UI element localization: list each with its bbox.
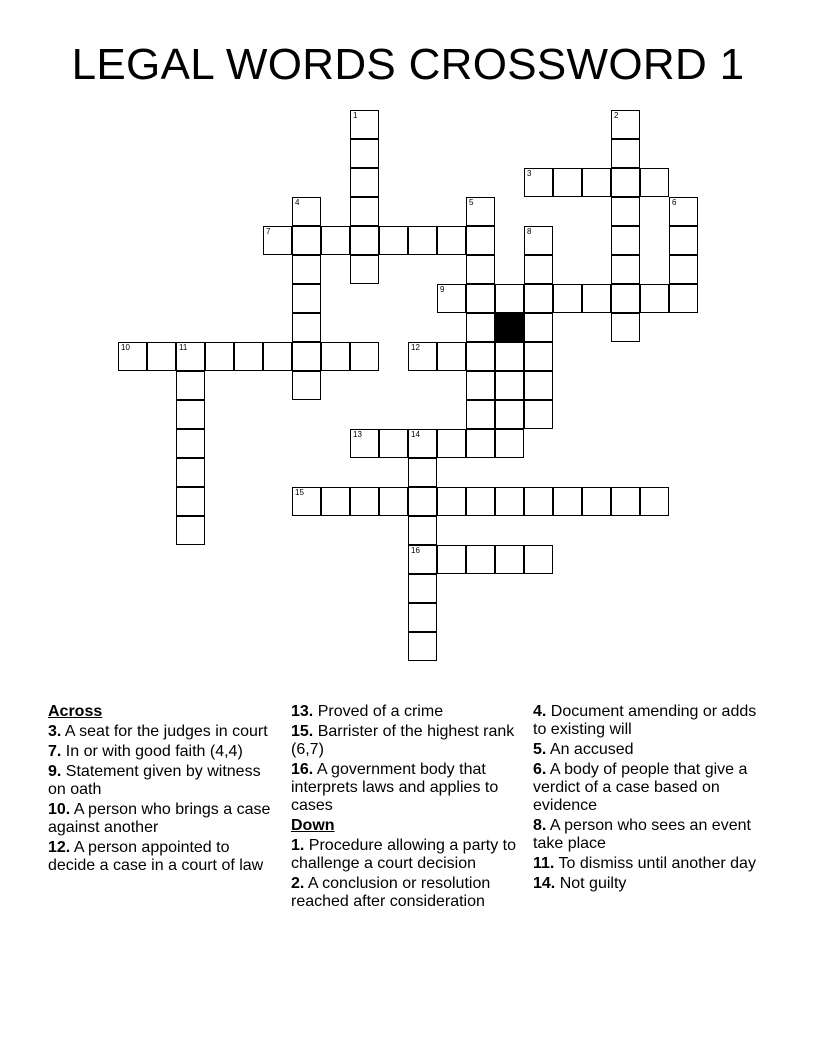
clue-item: [533, 741, 761, 759]
grid-cell[interactable]: [408, 516, 437, 545]
grid-cell[interactable]: [408, 458, 437, 487]
clue-heading-across: Across: [48, 703, 103, 720]
grid-cell[interactable]: [466, 545, 495, 574]
clue-item: [291, 875, 519, 911]
grid-cell[interactable]: [669, 284, 698, 313]
grid-cell[interactable]: [292, 313, 321, 342]
clue-item: [533, 761, 761, 815]
grid-cell[interactable]: [350, 255, 379, 284]
clue-number: 9: [440, 285, 445, 294]
grid-cell[interactable]: [611, 313, 640, 342]
clue-item-number: 14.: [533, 875, 556, 892]
grid-cell[interactable]: [292, 342, 321, 371]
grid-cell[interactable]: [466, 197, 495, 226]
clue-item-text: A body of people that give a verdict of a case based on evidence: [533, 761, 748, 814]
clue-column-3: [533, 703, 761, 895]
grid-cell[interactable]: [176, 371, 205, 400]
grid-cell[interactable]: [611, 226, 640, 255]
clue-item-text: Barrister of the highest rank (6,7): [291, 723, 515, 758]
clue-item: [48, 763, 276, 799]
grid-cell[interactable]: [147, 342, 176, 371]
grid-cell[interactable]: [408, 545, 437, 574]
clue-number: 4: [295, 198, 300, 207]
clue-number: 14: [411, 430, 420, 439]
clue-item-number: 12.: [48, 839, 71, 856]
grid-cell[interactable]: [292, 197, 321, 226]
grid-cell[interactable]: [176, 487, 205, 516]
grid-cell[interactable]: [408, 603, 437, 632]
grid-cell[interactable]: [176, 429, 205, 458]
clue-item-number: 16.: [291, 761, 314, 778]
grid-cell[interactable]: [582, 284, 611, 313]
clue-item-number: 3.: [48, 723, 62, 740]
grid-cell[interactable]: [495, 371, 524, 400]
grid-cell[interactable]: [437, 545, 466, 574]
grid-cell[interactable]: [437, 429, 466, 458]
grid-cell[interactable]: [292, 255, 321, 284]
grid-cell[interactable]: [350, 139, 379, 168]
grid-cell[interactable]: [524, 487, 553, 516]
grid-cell[interactable]: [524, 342, 553, 371]
grid-cell[interactable]: [466, 255, 495, 284]
clue-item-number: 13.: [291, 703, 314, 720]
clue-column-2: [291, 703, 519, 913]
clue-item: [533, 855, 761, 873]
clue-number: 15: [295, 488, 304, 497]
grid-cell[interactable]: [408, 632, 437, 661]
clue-number: 1: [353, 111, 358, 120]
grid-cell[interactable]: [176, 342, 205, 371]
grid-cell[interactable]: [611, 197, 640, 226]
clue-item: [291, 723, 519, 759]
clue-column-1: [48, 703, 276, 877]
clue-item: [48, 839, 276, 875]
grid-cell[interactable]: [611, 110, 640, 139]
clue-item-number: 9.: [48, 763, 62, 780]
grid-cell[interactable]: [524, 313, 553, 342]
clue-item-number: 11.: [533, 855, 555, 872]
grid-cell[interactable]: [176, 400, 205, 429]
grid-cell[interactable]: [495, 545, 524, 574]
grid-cell[interactable]: [495, 342, 524, 371]
grid-cell[interactable]: [524, 371, 553, 400]
clue-number: 3: [527, 169, 532, 178]
clue-item-number: 2.: [291, 875, 305, 892]
grid-cell[interactable]: [408, 226, 437, 255]
clue-item-text: Procedure allowing a party to challenge a court decision: [291, 837, 517, 872]
clue-item-text: A seat for the judges in court: [64, 723, 268, 740]
grid-cell[interactable]: [379, 429, 408, 458]
grid-cell[interactable]: [408, 342, 437, 371]
grid-cell[interactable]: [350, 342, 379, 371]
clue-item-text: An accused: [549, 741, 634, 758]
grid-cell[interactable]: [437, 342, 466, 371]
grid-cell[interactable]: [553, 168, 582, 197]
grid-cell[interactable]: [408, 487, 437, 516]
clue-item: [48, 801, 276, 837]
grid-cell[interactable]: [640, 487, 669, 516]
grid-cell[interactable]: [669, 255, 698, 284]
grid-cell[interactable]: [321, 226, 350, 255]
clue-item-text: A conclusion or resolution reached after consideration: [291, 875, 491, 910]
grid-cell[interactable]: [553, 487, 582, 516]
grid-cell[interactable]: [524, 284, 553, 313]
grid-cell[interactable]: [466, 400, 495, 429]
grid-cell[interactable]: [611, 487, 640, 516]
clue-number: 16: [411, 546, 420, 555]
grid-cell[interactable]: [611, 168, 640, 197]
clue-item-text: To dismiss until another day: [558, 855, 756, 872]
clue-item-text: Proved of a crime: [317, 703, 444, 720]
grid-cell[interactable]: [350, 429, 379, 458]
clue-item-number: 1.: [291, 837, 305, 854]
grid-cell[interactable]: [582, 487, 611, 516]
grid-cell[interactable]: [524, 400, 553, 429]
grid-cell[interactable]: [350, 197, 379, 226]
grid-cell[interactable]: [408, 429, 437, 458]
clue-item-text: Statement given by witness on oath: [48, 763, 261, 798]
clue-number: 5: [469, 198, 474, 207]
clue-number: 8: [527, 227, 532, 236]
grid-cell[interactable]: [669, 197, 698, 226]
clue-number: 11: [179, 343, 188, 352]
clue-item: [48, 743, 276, 761]
grid-block-cell: [495, 313, 524, 342]
clue-item: [291, 703, 519, 721]
grid-cell[interactable]: [524, 545, 553, 574]
clue-item-text: In or with good faith (4,4): [65, 743, 243, 760]
grid-cell[interactable]: [640, 284, 669, 313]
grid-cell[interactable]: [379, 226, 408, 255]
grid-cell[interactable]: [350, 110, 379, 139]
grid-cell[interactable]: [611, 284, 640, 313]
clue-number: 13: [353, 430, 362, 439]
grid-cell[interactable]: [205, 342, 234, 371]
grid-cell[interactable]: [437, 284, 466, 313]
grid-cell[interactable]: [495, 487, 524, 516]
clue-item-number: 10.: [48, 801, 71, 818]
clue-heading-down: Down: [291, 817, 335, 834]
grid-cell[interactable]: [495, 284, 524, 313]
grid-cell[interactable]: [408, 574, 437, 603]
clue-item-text: Document amending or adds to existing will: [533, 703, 757, 738]
clue-item: [48, 723, 276, 741]
grid-cell[interactable]: [437, 487, 466, 516]
grid-cell[interactable]: [495, 429, 524, 458]
grid-cell[interactable]: [466, 429, 495, 458]
grid-cell[interactable]: [350, 226, 379, 255]
grid-cell[interactable]: [582, 168, 611, 197]
grid-cell[interactable]: [640, 168, 669, 197]
grid-cell[interactable]: [321, 342, 350, 371]
clue-item-number: 15.: [291, 723, 314, 740]
clue-item: [533, 817, 761, 853]
grid-cell[interactable]: [669, 226, 698, 255]
grid-cell[interactable]: [437, 226, 466, 255]
clue-number: 7: [266, 227, 271, 236]
clue-item: [533, 703, 761, 739]
clue-item-number: 8.: [533, 817, 547, 834]
grid-cell[interactable]: [495, 400, 524, 429]
grid-cell[interactable]: [118, 342, 147, 371]
clue-number: 10: [121, 343, 130, 352]
grid-cell[interactable]: [466, 487, 495, 516]
grid-cell[interactable]: [292, 487, 321, 516]
grid-cell[interactable]: [176, 516, 205, 545]
grid-cell[interactable]: [176, 458, 205, 487]
grid-cell[interactable]: [350, 168, 379, 197]
grid-cell[interactable]: [611, 255, 640, 284]
grid-cell[interactable]: [292, 371, 321, 400]
grid-cell[interactable]: [263, 342, 292, 371]
clue-number: 6: [672, 198, 677, 207]
grid-cell[interactable]: [524, 168, 553, 197]
grid-cell[interactable]: [553, 284, 582, 313]
clue-item-number: 5.: [533, 741, 547, 758]
clue-item: [291, 837, 519, 873]
grid-cell[interactable]: [263, 226, 292, 255]
clue-item: [291, 761, 519, 815]
clue-item-number: 7.: [48, 743, 62, 760]
grid-cell[interactable]: [524, 226, 553, 255]
grid-cell[interactable]: [321, 487, 350, 516]
clue-number: 12: [411, 343, 420, 352]
grid-cell[interactable]: [611, 139, 640, 168]
grid-cell[interactable]: [292, 226, 321, 255]
grid-cell[interactable]: [350, 487, 379, 516]
page-title: LEGAL WORDS CROSSWORD 1: [71, 40, 745, 89]
clue-item-text: Not guilty: [559, 875, 627, 892]
clue-item-number: 6.: [533, 761, 547, 778]
grid-cell[interactable]: [466, 371, 495, 400]
clue-item-text: A person who sees an event take place: [533, 817, 751, 852]
grid-cell[interactable]: [379, 487, 408, 516]
grid-cell[interactable]: [466, 284, 495, 313]
grid-cell[interactable]: [466, 342, 495, 371]
clue-item: [533, 875, 761, 893]
grid-cell[interactable]: [524, 255, 553, 284]
grid-cell[interactable]: [234, 342, 263, 371]
clue-item-text: A government body that interprets laws and applies to cases: [291, 761, 499, 814]
clue-item-text: A person appointed to decide a case in a court of law: [48, 839, 264, 874]
clue-item-number: 4.: [533, 703, 547, 720]
clue-number: 2: [614, 111, 619, 120]
grid-cell[interactable]: [292, 284, 321, 313]
grid-cell[interactable]: [466, 313, 495, 342]
clue-item-text: A person who brings a case against another: [48, 801, 271, 836]
grid-cell[interactable]: [466, 226, 495, 255]
